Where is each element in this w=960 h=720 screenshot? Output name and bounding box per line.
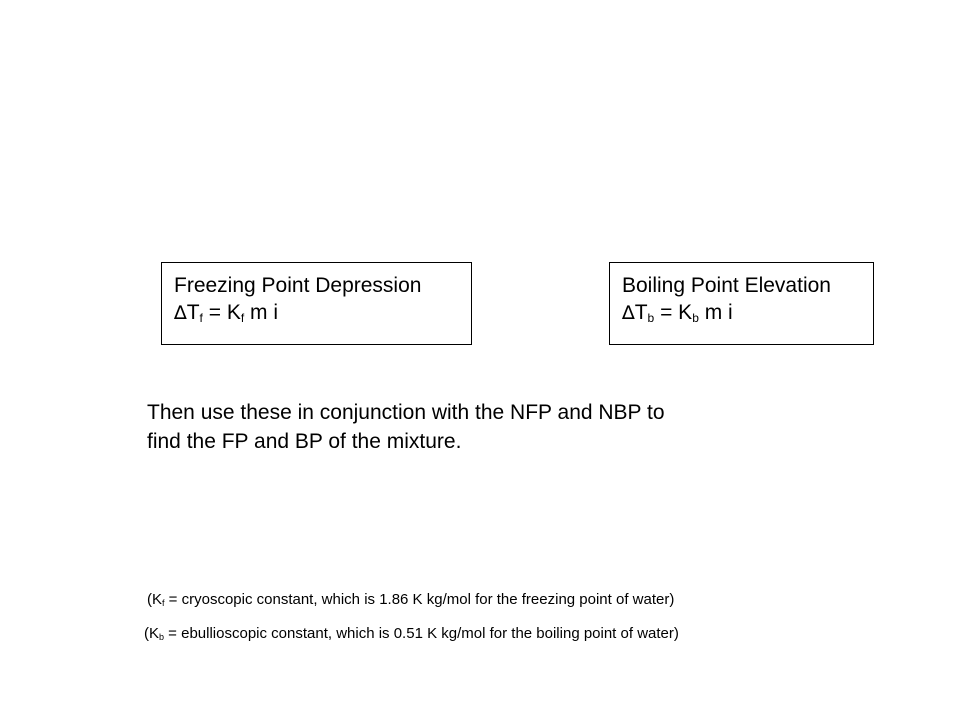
formula-k-sub: b	[692, 311, 699, 325]
instruction-line-1: Then use these in conjunction with the NFP and NBP to	[147, 401, 665, 424]
formula-var-sub: b	[647, 311, 655, 325]
kb-note-sub: b	[159, 632, 165, 642]
delta-symbol: ∆	[174, 302, 187, 324]
formula-var: T	[186, 301, 200, 324]
freezing-point-title: Freezing Point Depression	[174, 274, 422, 297]
kf-note	[147, 590, 674, 613]
formula-equals: = K	[202, 301, 241, 324]
delta-symbol: ∆	[622, 302, 635, 324]
boiling-point-box	[609, 262, 874, 345]
kf-note-text: = cryoscopic constant, which is 1.86 K kg/mol for the freezing point of water)	[164, 591, 675, 608]
formula-k-sub: f	[240, 311, 245, 325]
formula-rest: m i	[698, 301, 733, 324]
freezing-point-box	[161, 262, 472, 345]
kb-note-open: (K	[144, 625, 159, 642]
instruction-line-2: find the FP and BP of the mixture.	[147, 430, 462, 453]
formula-rest: m i	[244, 301, 279, 324]
kb-note	[144, 624, 679, 647]
kf-note-open: (K	[147, 591, 162, 608]
boiling-point-formula	[622, 299, 861, 332]
kf-note-sub: f	[162, 598, 165, 608]
freezing-point-formula	[174, 299, 459, 332]
formula-var-sub: f	[199, 311, 203, 325]
boiling-point-title: Boiling Point Elevation	[622, 274, 831, 297]
instruction-text	[147, 398, 787, 456]
formula-var: T	[634, 301, 648, 324]
formula-equals: = K	[654, 301, 693, 324]
kb-note-text: = ebullioscopic constant, which is 0.51 K kg/mol for the boiling point of water)	[164, 625, 679, 642]
